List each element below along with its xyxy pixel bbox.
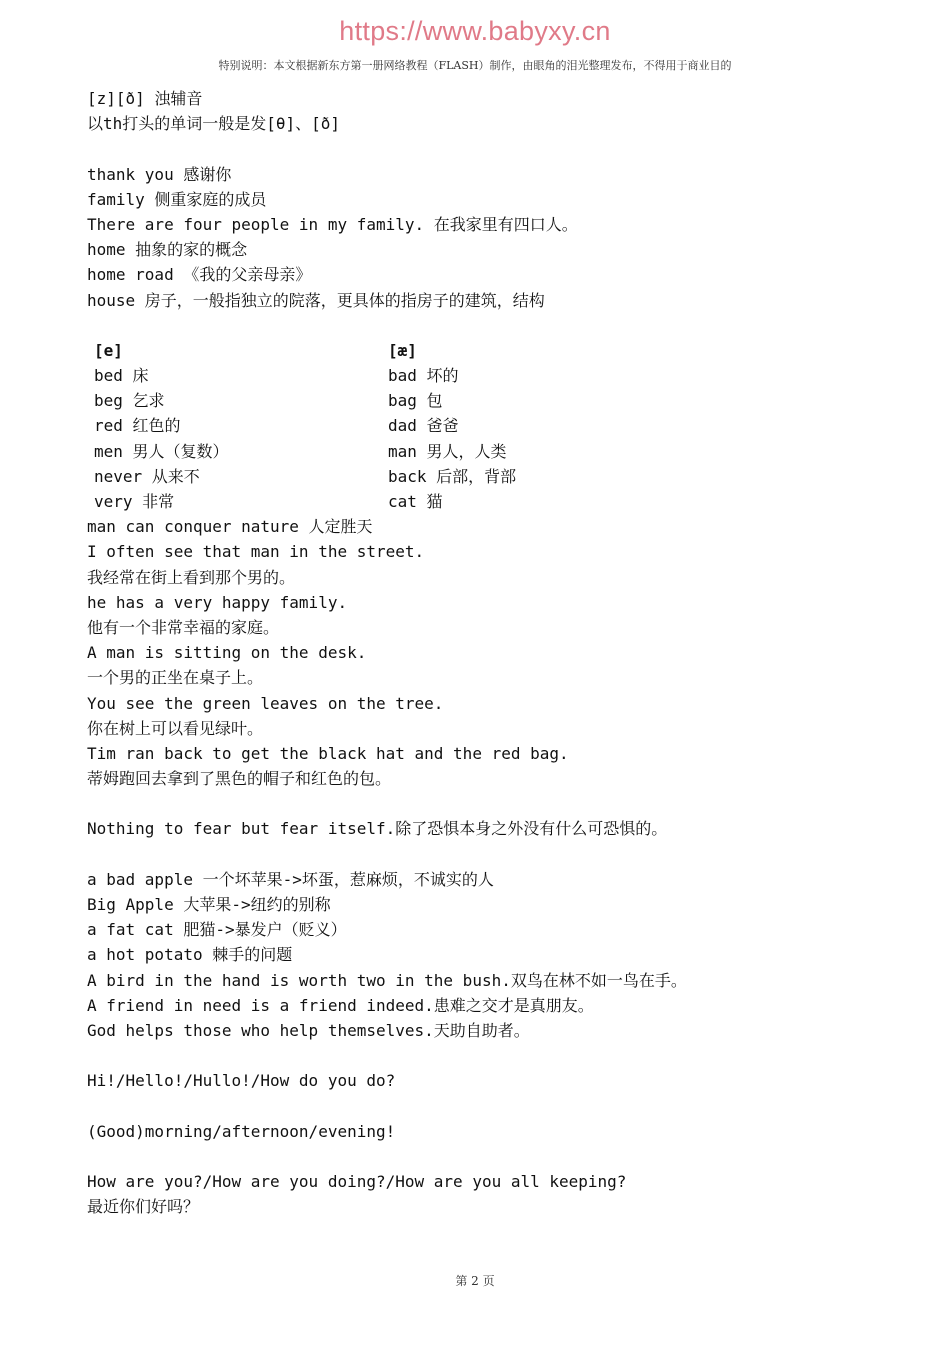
vowel-word: dad 爸爸 [388,416,459,436]
sentence-line: 一个男的正坐在桌子上。 [87,668,264,688]
idiom-line: Big Apple 大苹果->纽约的别称 [87,895,331,914]
sentence-line: he has a very happy family. [87,592,348,612]
spacer [87,1094,887,1119]
sentence-line: You see the green leaves on the tree. [87,693,444,713]
vocab-line: There are four people in my family. 在我家里有四口人。 [87,214,578,234]
vocab-line: home 抽象的家的概念 [87,240,248,260]
spacer [87,1043,887,1068]
sentence-line: 他有一个非常幸福的家庭。 [87,617,280,637]
spacer [87,791,887,816]
spacer [87,842,887,867]
sentence-line: 蒂姆跑回去拿到了黑色的帽子和红色的包。 [87,769,392,789]
vowel-word: man 男人，人类 [388,441,507,461]
vocab-line: house 房子，一般指独立的院落，更具体的指房子的建筑，结构 [87,290,545,310]
vowel-column-e [87,338,388,514]
greeting-how-are-you-line: How are you?/How are you doing?/How are you all keeping? [87,1172,627,1192]
vowel-word: bed 床 [94,366,149,386]
sentence-line: I often see that man in the street. [87,542,425,562]
vowel-word: bad 坏的 [388,366,459,386]
site-url-header[interactable]: https://www.babyxy.cn [339,16,611,46]
vowel-word: beg 乞求 [94,391,165,411]
spacer [87,1144,887,1169]
vowel-column-ae [388,338,808,514]
spacer [87,313,887,338]
idiom-line: a hot potato 棘手的问题 [87,945,293,965]
vocab-line: thank you 感谢你 [87,164,232,184]
th-rule: 以th打头的单词一般是发[θ]、[ð] [87,114,341,134]
vowel-word: back 后部，背部 [388,466,517,486]
vocab-line: home road 《我的父亲母亲》 [87,265,312,285]
vowel-word: bag 包 [388,391,443,411]
sentence-line: 你在树上可以看见绿叶。 [87,718,264,738]
vowel-comparison-table [87,338,887,514]
vowel-word: red 红色的 [94,416,181,436]
quote-line: Nothing to fear but fear itself.除了恐惧本身之外没有什么可恐惧的。 [87,819,668,839]
vowel-word: never 从来不 [94,466,200,486]
spacer [87,136,887,161]
vowel-word: very 非常 [94,492,175,511]
greeting-how-are-you-zh: 最近你们好吗？ [87,1197,200,1217]
phonics-heading: [z][ð] 浊辅音 [87,89,203,108]
disclaimer-text: 特别说明：本文根据新东方第一册网络教程（FLASH）制作，由眼角的泪光整理发布，不得用于商业目的 [218,59,732,72]
idiom-line: A friend in need is a friend indeed.患难之交才是真朋友。 [87,995,594,1015]
vowel-symbol-e: [e] [94,340,123,360]
idiom-line: a bad apple 一个坏苹果->坏蛋，惹麻烦，不诚实的人 [87,869,494,889]
sentence-line: man can conquer nature 人定胜天 [87,517,373,537]
greeting-time-line: (Good)morning/afternoon/evening! [87,1121,396,1141]
idiom-line: a fat cat 肥猫->暴发户（贬义） [87,920,347,940]
idiom-line: A bird in the hand is worth two in the bush.双鸟在林不如一鸟在手。 [87,970,687,990]
vowel-word: men 男人（复数） [94,441,229,461]
idiom-line: God helps those who help themselves.天助自助者。 [87,1020,530,1040]
greeting-hello-line: Hi!/Hello!/Hullo!/How do you do? [87,1071,396,1091]
page-number: 第 2 页 [455,1274,495,1288]
sentence-line: Tim ran back to get the black hat and the red bag. [87,743,569,763]
vocab-line: family 侧重家庭的成员 [87,189,267,209]
sentence-line: 我经常在街上看到那个男的。 [87,567,296,587]
vowel-symbol-ae: [æ] [388,340,417,360]
sentence-line: A man is sitting on the desk. [87,643,367,663]
document-body [87,86,887,1219]
vowel-word: cat 猫 [388,492,443,511]
